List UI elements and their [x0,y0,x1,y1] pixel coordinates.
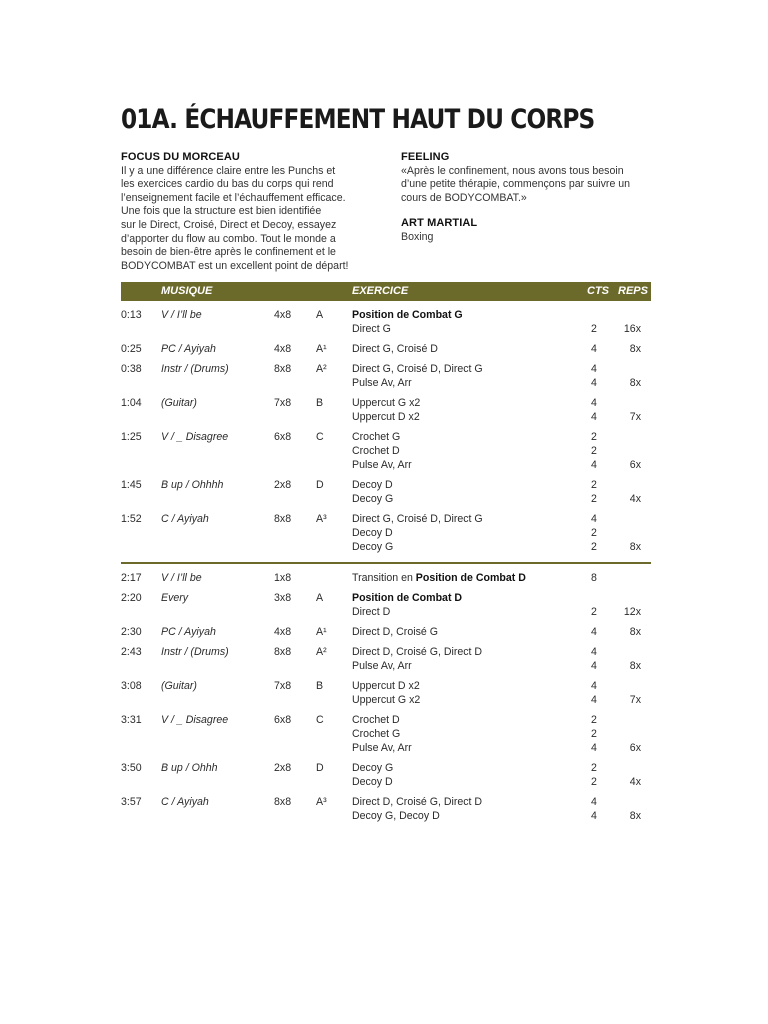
reps-cell [619,571,641,585]
exercise-line: Pulse Av, Arr [352,660,412,672]
reps-cell: 16x [623,323,641,335]
music-cell: V / I’ll be [161,309,202,321]
time-cell: 3:08 [121,680,142,692]
cts-cell [591,679,605,707]
exercise-line: Decoy D [352,479,393,491]
section-divider [121,562,651,564]
cts-value: 4 [591,680,597,692]
exercise-line: Decoy G [352,493,394,505]
table-row [121,362,651,390]
block-cell: C [316,714,324,726]
cts-value: 4 [591,742,597,754]
header-musique: MUSIQUE [161,285,213,297]
cts-value: 2 [591,776,597,788]
focus-line: d’apporter du flow au combo. Tout le monde a [121,232,336,245]
cts-cell [591,308,605,336]
focus-line: besoin de bien-être après le confinement et le [121,246,336,259]
cts-value: 2 [591,728,597,740]
reps-cell: 6x [629,459,641,471]
cts-value: 4 [591,660,597,672]
exercise-line: Direct D, Croisé G, Direct D [352,796,483,808]
exercise-cell [352,342,582,356]
table-row [121,645,651,673]
time-cell: 3:57 [121,796,142,808]
cts-cell [591,713,605,755]
music-cell: PC / Ayiyah [161,626,216,638]
cts-value: 2 [591,445,597,457]
music-cell: Instr / (Drums) [161,363,229,375]
cts-value: 4 [591,694,597,706]
count-cell: 7x8 [274,397,292,409]
exercise-cell [352,591,582,619]
block-cell: A¹ [316,626,327,638]
cts-value: 2 [591,714,597,726]
music-cell: PC / Ayiyah [161,343,216,355]
page-title: 01A. ÉCHAUFFEMENT HAUT DU CORPS [121,104,595,135]
exercise-line: Uppercut G x2 [352,694,421,706]
exercise-cell [352,362,582,390]
table-body [121,308,651,823]
exercise-line: Pulse Av, Arr [352,377,412,389]
block-cell: A¹ [316,343,327,355]
block-cell: C [316,431,324,443]
exercise-line: Crochet G [352,728,401,740]
cts-value: 2 [591,527,597,539]
exercise-line: Decoy D [352,527,393,539]
count-cell: 8x8 [274,646,292,658]
block-cell: A³ [316,513,327,525]
reps-cell: 8x [629,343,641,355]
exercise-line: Transition en Position de Combat D [352,572,526,584]
exercise-line: Decoy G [352,541,394,553]
exercise-cell [352,761,582,789]
reps-cell: 8x [629,810,641,822]
cts-value: 4 [591,459,597,471]
music-cell: V / I’ll be [161,572,202,584]
music-cell: Instr / (Drums) [161,646,229,658]
block-cell: A [316,592,324,604]
exercise-line: Direct G [352,323,391,335]
block-cell: A³ [316,796,327,808]
time-cell: 2:30 [121,626,142,638]
art-martial-heading: ART MARTIAL [401,217,478,230]
cts-value: 4 [591,363,597,375]
cts-value: 4 [591,796,597,808]
block-cell: B [316,680,324,692]
focus-line: les exercices cardio du bas du corps qui rend [121,178,334,191]
cts-value: 2 [591,323,597,335]
music-cell: B up / Ohhh [161,762,218,774]
cts-value: 2 [591,431,597,443]
cts-cell [591,761,605,789]
time-cell: 0:38 [121,363,142,375]
feeling-section [401,151,656,245]
time-cell: 1:25 [121,431,142,443]
cts-value: 4 [591,411,597,423]
cts-value: 4 [591,810,597,822]
count-cell: 6x8 [274,714,292,726]
exercise-line: Uppercut D x2 [352,411,420,423]
table-row [121,679,651,707]
cts-cell [591,478,605,506]
cts-value: 4 [591,343,597,355]
focus-line: Il y a une différence claire entre les Punchs et [121,164,336,177]
art-martial-value: Boxing [401,230,434,243]
exercise-cell [352,478,582,506]
exercise-cell [352,795,582,823]
time-cell: 0:13 [121,309,142,321]
feeling-line: d’une petite thérapie, commençons par suivre un [401,178,631,191]
time-cell: 3:50 [121,762,142,774]
music-cell: B up / Ohhhh [161,479,224,491]
exercise-line: Crochet D [352,445,400,457]
exercise-line: Decoy D [352,776,393,788]
header-cts: CTS [587,285,609,297]
count-cell: 4x8 [274,309,292,321]
exercise-cell [352,430,582,472]
cts-value: 8 [591,572,597,584]
exercise-line: Crochet D [352,714,400,726]
cts-value: 2 [591,762,597,774]
cts-value: 2 [591,493,597,505]
count-cell: 7x8 [274,680,292,692]
music-cell: V / _ Disagree [161,431,229,443]
reps-cell: 7x [629,411,641,423]
cts-value: 2 [591,541,597,553]
exercise-line: Crochet G [352,431,401,443]
cts-value [591,308,605,322]
cts-cell [591,645,605,673]
table-row [121,512,651,554]
time-cell: 2:43 [121,646,142,658]
exercise-line: Direct G, Croisé D, Direct G [352,513,483,525]
table-row [121,591,651,619]
exercise-line: Direct G, Croisé D, Direct G [352,363,483,375]
table-row [121,625,651,639]
table-row [121,308,651,336]
count-cell: 2x8 [274,762,292,774]
music-cell: V / _ Disagree [161,714,229,726]
exercise-line: Position de Combat G [352,309,463,321]
count-cell: 3x8 [274,592,292,604]
time-cell: 1:52 [121,513,142,525]
count-cell: 1x8 [274,572,292,584]
exercise-line: Pulse Av, Arr [352,742,412,754]
music-cell: C / Ayiyah [161,796,209,808]
cts-cell [591,396,605,424]
count-cell: 8x8 [274,363,292,375]
reps-cell: 6x [629,742,641,754]
block-cell: B [316,397,324,409]
focus-section [121,151,371,273]
exercise-cell [352,571,582,585]
count-cell: 2x8 [274,479,292,491]
table-row [121,713,651,755]
header-exercice: EXERCICE [352,285,409,297]
table-row [121,430,651,472]
exercise-line: Uppercut G x2 [352,397,421,409]
table-row [121,795,651,823]
reps-cell: 4x [629,493,641,505]
time-cell: 1:04 [121,397,142,409]
table-row [121,478,651,506]
exercise-cell [352,308,582,336]
exercise-line: Decoy G [352,762,394,774]
table-row [121,396,651,424]
count-cell: 4x8 [274,343,292,355]
music-cell: C / Ayiyah [161,513,209,525]
music-cell: (Guitar) [161,397,197,409]
feeling-line: cours de BODYCOMBAT.» [401,191,527,204]
cts-cell [591,795,605,823]
exercise-line: Uppercut D x2 [352,680,420,692]
time-cell: 0:25 [121,343,142,355]
feeling-text [401,165,656,206]
block-cell: A² [316,363,327,375]
feeling-line: «Après le confinement, nous avons tous besoin [401,164,624,177]
exercise-cell [352,645,582,673]
block-cell: D [316,762,324,774]
time-cell: 3:31 [121,714,142,726]
exercise-line: Direct D, Croisé G [352,626,438,638]
reps-cell: 8x [629,377,641,389]
table-row [121,571,651,585]
time-cell: 1:45 [121,479,142,491]
table-row [121,342,651,356]
exercise-line: Position de Combat D [352,592,463,604]
time-cell: 2:17 [121,572,142,584]
reps-cell: 7x [629,694,641,706]
cts-value: 4 [591,646,597,658]
cts-cell [591,591,605,619]
exercise-cell [352,396,582,424]
count-cell: 8x8 [274,513,292,525]
cts-cell [591,625,605,639]
count-cell: 4x8 [274,626,292,638]
cts-value: 4 [591,513,597,525]
reps-cell: 4x [629,776,641,788]
focus-line: Une fois que la structure est bien identifiée [121,205,322,218]
block-cell: A² [316,646,327,658]
exercise-line: Decoy G, Decoy D [352,810,440,822]
cts-value: 2 [591,479,597,491]
focus-heading: FOCUS DU MORCEAU [121,151,240,163]
choreography-table [121,282,651,823]
music-cell: Every [161,592,189,604]
count-cell: 8x8 [274,796,292,808]
table-header [121,282,651,301]
table-row [121,761,651,789]
cts-value [591,591,605,605]
count-cell: 6x8 [274,431,292,443]
time-cell: 2:20 [121,592,142,604]
exercise-cell [352,679,582,707]
block-cell: A [316,309,324,321]
cts-value: 2 [591,606,597,618]
feeling-heading: FEELING [401,151,450,163]
exercise-cell [352,713,582,755]
cts-value: 4 [591,377,597,389]
reps-cell: 8x [629,626,641,638]
cts-value: 4 [591,397,597,409]
cts-cell [591,571,605,585]
reps-cell: 8x [629,660,641,672]
cts-value: 4 [591,626,597,638]
focus-line: l’enseignement facile et l’échauffement efficace. [121,191,346,204]
focus-line: BODYCOMBAT est un excellent point de départ! [121,259,349,272]
cts-cell [591,430,605,472]
cts-cell [591,512,605,554]
reps-cell: 12x [623,606,641,618]
focus-line: sur le Direct, Croisé, Direct et Decoy, essayez [121,218,337,231]
reps-cell: 8x [629,541,641,553]
cts-cell [591,362,605,390]
cts-cell [591,342,605,356]
exercise-cell [352,625,582,639]
block-cell: D [316,479,324,491]
music-cell: (Guitar) [161,680,197,692]
focus-text [121,165,371,274]
exercise-line: Direct D [352,606,391,618]
exercise-line: Direct D, Croisé G, Direct D [352,646,483,658]
header-reps: REPS [618,285,648,297]
exercise-line: Pulse Av, Arr [352,459,412,471]
exercise-cell [352,512,582,554]
exercise-line: Direct G, Croisé D [352,343,438,355]
